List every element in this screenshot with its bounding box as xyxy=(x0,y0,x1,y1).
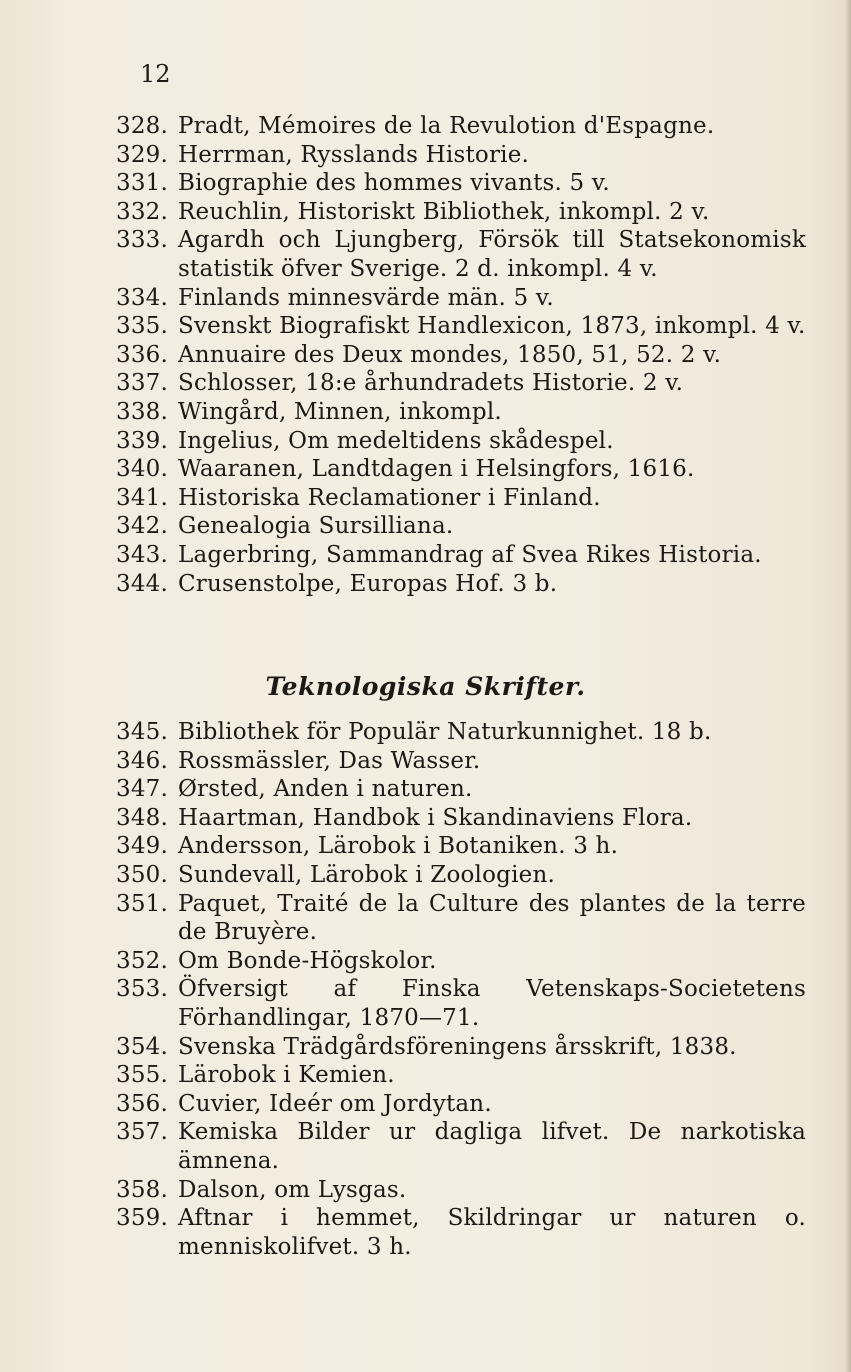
entry-number: 333. xyxy=(116,227,169,254)
entry-number: 335. xyxy=(116,313,169,340)
entry-number: 346. xyxy=(116,747,169,774)
list-item xyxy=(116,541,806,570)
entry-text: Haartman, Handbok i Skandinaviens Flora. xyxy=(178,804,693,831)
list-item xyxy=(116,570,806,599)
entry-number: 352. xyxy=(116,947,169,974)
entry-number: 328. xyxy=(116,113,169,139)
entry-text: Svenskt Biografiskt Handlexicon, 1873, inkompl. 4 v. xyxy=(178,313,806,340)
entry-text: Lagerbring, Sammandrag af Svea Rikes Historia. xyxy=(178,541,762,568)
entry-text: Wingård, Minnen, inkompl. xyxy=(178,398,502,425)
entry-number: 347. xyxy=(116,776,169,803)
entry-text: Om Bonde-Högskolor. xyxy=(178,947,437,974)
entry-number: 348. xyxy=(116,804,169,831)
list-item xyxy=(116,341,806,370)
list-item xyxy=(116,169,806,198)
entry-number: 337. xyxy=(116,370,169,397)
entry-number: 332. xyxy=(116,198,169,225)
entry-text: Crusenstolpe, Europas Hof. 3 b. xyxy=(178,570,558,597)
entry-number: 353. xyxy=(116,976,169,1003)
entry-number: 349. xyxy=(116,833,169,860)
entry-text: Ørsted, Anden i naturen. xyxy=(178,776,473,803)
list-item xyxy=(116,747,806,776)
list-item xyxy=(116,312,806,341)
list-item xyxy=(116,947,806,976)
entry-text: Andersson, Lärobok i Botaniken. 3 h. xyxy=(178,833,619,860)
list-item xyxy=(116,1118,806,1175)
entry-text: Historiska Reclamationer i Finland. xyxy=(178,484,601,511)
list-item xyxy=(116,427,806,456)
list-item xyxy=(116,861,806,890)
list-item xyxy=(116,141,806,170)
entry-text: Lärobok i Kemien. xyxy=(178,1062,395,1089)
entry-text: Cuvier, Ideér om Jordytan. xyxy=(178,1090,492,1117)
list-item xyxy=(116,455,806,484)
entry-number: 339. xyxy=(116,427,169,454)
list-item xyxy=(116,284,806,313)
entry-text: Paquet, Traité de la Culture des plantes de la terre de Bruyère. xyxy=(178,890,806,946)
entry-number: 342. xyxy=(116,513,169,540)
entry-number: 341. xyxy=(116,484,169,511)
entry-number: 351. xyxy=(116,890,169,917)
list-item xyxy=(116,1061,806,1090)
list-item xyxy=(116,1033,806,1062)
list-item xyxy=(116,512,806,541)
entry-text: Agardh och Ljungberg, Försök till Statsekonomisk statistik öfver Sverige. 2 d. inkompl. 4 v. xyxy=(178,227,806,282)
entry-text: Schlosser, 18:e århundradets Historie. 2 v. xyxy=(178,370,684,397)
entry-text: Kemiska Bilder ur dagliga lifvet. De narkotiska ämnena. xyxy=(178,1119,806,1174)
entry-list-history xyxy=(116,112,806,598)
list-item xyxy=(116,890,806,947)
entry-number: 336. xyxy=(116,341,169,368)
entry-number: 331. xyxy=(116,170,169,197)
entry-text: Genealogia Sursilliana. xyxy=(178,513,454,540)
entry-text: Rossmässler, Das Wasser. xyxy=(178,747,481,774)
entry-text: Ingelius, Om medeltidens skådespel. xyxy=(178,427,614,454)
entry-text: Sundevall, Lärobok i Zoologien. xyxy=(178,861,555,888)
list-item xyxy=(116,975,806,1032)
entry-text: Dalson, om Lysgas. xyxy=(178,1176,407,1203)
entry-number: 359. xyxy=(116,1205,169,1232)
entry-text: Biographie des hommes vivants. 5 v. xyxy=(178,170,610,197)
entry-number: 357. xyxy=(116,1119,169,1146)
list-item xyxy=(116,1204,806,1261)
list-item xyxy=(116,832,806,861)
entry-number: 358. xyxy=(116,1176,169,1203)
entry-text: Svenska Trädgårdsföreningens årsskrift, 1838. xyxy=(178,1033,737,1060)
entry-text: Aftnar i hemmet, Skildringar ur naturen o. menniskolifvet. 3 h. xyxy=(178,1205,806,1260)
list-item xyxy=(116,1090,806,1119)
entry-number: 343. xyxy=(116,541,169,568)
entry-text: Herrman, Rysslands Historie. xyxy=(178,141,530,168)
list-item xyxy=(116,369,806,398)
list-item xyxy=(116,112,806,141)
entry-text: Pradt, Mémoires de la Revulotion d'Espagne. xyxy=(178,113,715,139)
entry-number: 338. xyxy=(116,398,169,425)
entry-number: 356. xyxy=(116,1090,169,1117)
entry-number: 350. xyxy=(116,861,169,888)
entry-number: 340. xyxy=(116,456,169,483)
entry-number: 354. xyxy=(116,1033,169,1060)
entry-text: Reuchlin, Historiskt Bibliothek, inkompl. 2 v. xyxy=(178,198,710,225)
entry-number: 344. xyxy=(116,570,169,597)
list-item xyxy=(116,484,806,513)
list-item xyxy=(116,718,806,747)
list-item xyxy=(116,1176,806,1205)
entry-number: 355. xyxy=(116,1062,169,1089)
entry-number: 334. xyxy=(116,284,169,311)
entry-text: Annuaire des Deux mondes, 1850, 51, 52. 2 v. xyxy=(178,341,722,368)
list-item xyxy=(116,198,806,227)
entry-text: Öfversigt af Finska Vetenskaps-Societetens Förhandlingar, 1870—71. xyxy=(178,976,806,1031)
entry-text: Waaranen, Landtdagen i Helsingfors, 1616. xyxy=(178,456,695,483)
list-item xyxy=(116,226,806,283)
entry-number: 329. xyxy=(116,141,169,168)
entry-number: 345. xyxy=(116,719,169,745)
list-item xyxy=(116,398,806,427)
section-heading: Teknologiska Skrifter. xyxy=(265,672,586,701)
page-number: 12 xyxy=(140,60,171,88)
entry-list-technology xyxy=(116,718,806,1261)
entry-text: Bibliothek för Populär Naturkunnighet. 18 b. xyxy=(178,719,712,745)
list-item xyxy=(116,804,806,833)
list-item xyxy=(116,775,806,804)
entry-text: Finlands minnesvärde män. 5 v. xyxy=(178,284,554,311)
